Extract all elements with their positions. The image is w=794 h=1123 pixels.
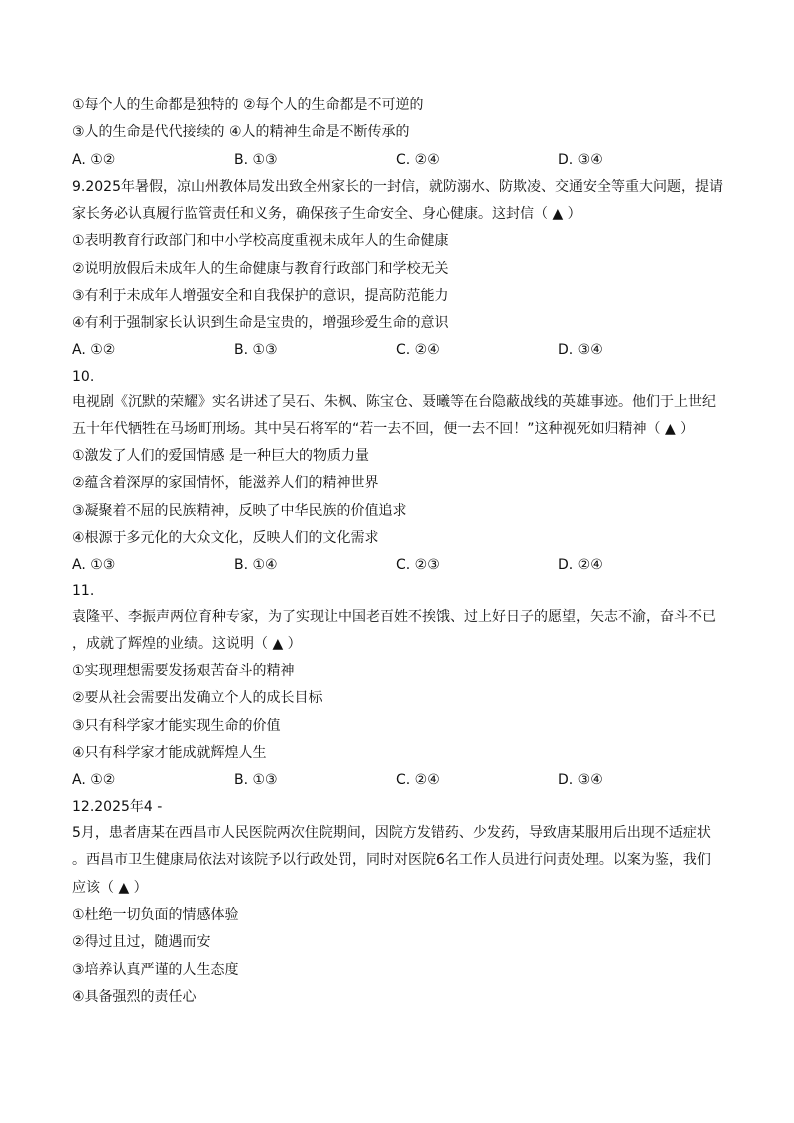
q8-statement-line-1: ①每个人的生命都是独特的 ②每个人的生命都是不可逆的 <box>72 97 424 113</box>
q11-option-d: D. ③④ <box>558 772 603 788</box>
q12-item-4: ④具备强烈的责任心 <box>72 989 197 1005</box>
q10-option-c: C. ②③ <box>396 557 440 573</box>
q11-stem-line-2: ，成就了辉煌的业绩。这说明（ ▲ ） <box>72 636 302 652</box>
q12-item-2: ②得过且过，随遇而安 <box>72 934 211 950</box>
q11-item-1: ①实现理想需要发扬艰苦奋斗的精神 <box>72 663 295 679</box>
q10-option-b: B. ①④ <box>234 557 278 573</box>
q9-stem-line-1: 9.2025年暑假，凉山州教体局发出致全州家长的一封信，就防溺水、防欺凌、交通安全等重大问题，提请 <box>72 179 723 195</box>
q8-statement-line-2: ③人的生命是代代接续的 ④人的精神生命是不断传承的 <box>72 124 410 140</box>
q12-item-1: ①杜绝一切负面的情感体验 <box>72 907 239 923</box>
q11-option-c: C. ②④ <box>396 772 440 788</box>
q9-option-d: D. ③④ <box>558 342 603 358</box>
q9-item-2: ②说明放假后未成年人的生命健康与教育行政部门和学校无关 <box>72 261 449 277</box>
q11-number: 11. <box>72 583 95 599</box>
q10-stem-line-1: 电视剧《沉默的荣耀》实名讲述了吴石、朱枫、陈宝仓、聂曦等在台隐蔽战线的英雄事迹。他们于上世纪 <box>72 394 716 410</box>
q11-item-3: ③只有科学家才能实现生命的价值 <box>72 718 281 734</box>
q12-stem-line-1: 5月，患者唐某在西昌市人民医院两次住院期间，因院方发错药、少发药，导致唐某服用后出现不适症状 <box>72 825 711 841</box>
q10-number: 10. <box>72 369 95 385</box>
q9-stem-line-2: 家长务必认真履行监管责任和义务，确保孩子生命安全、身心健康。这封信（ ▲ ） <box>72 206 582 222</box>
q8-option-d: D. ③④ <box>558 152 603 168</box>
q10-stem-line-2: 五十年代牺牲在马场町刑场。其中吴石将军的“若一去不回，便一去不回！”这种视死如归精神（ ▲ ） <box>72 421 695 437</box>
q11-option-a: A. ①② <box>72 772 116 788</box>
q9-item-1: ①表明教育行政部门和中小学校高度重视未成年人的生命健康 <box>72 233 449 249</box>
q11-option-b: B. ①③ <box>234 772 278 788</box>
q10-option-d: D. ②④ <box>558 557 603 573</box>
q10-option-a: A. ①③ <box>72 557 116 573</box>
q10-item-1: ①激发了人们的爱国情感 是一种巨大的物质力量 <box>72 448 369 464</box>
q10-item-4: ④根源于多元化的大众文化，反映人们的文化需求 <box>72 530 379 546</box>
q8-option-b: B. ①③ <box>234 152 278 168</box>
q12-item-3: ③培养认真严谨的人生态度 <box>72 962 239 978</box>
q12-stem-line-3: 应该（ ▲ ） <box>72 880 148 896</box>
q9-option-a: A. ①② <box>72 342 116 358</box>
q8-option-a: A. ①② <box>72 152 116 168</box>
q10-item-2: ②蕴含着深厚的家国情怀，能滋养人们的精神世界 <box>72 475 379 491</box>
q12-number: 12.2025年4 - <box>72 799 163 815</box>
q11-stem-line-1: 袁隆平、李振声两位育种专家，为了实现让中国老百姓不挨饿、过上好日子的愿望，矢志不渝，奋斗不已 <box>72 609 716 625</box>
q11-item-4: ④只有科学家才能成就辉煌人生 <box>72 745 267 761</box>
q8-option-c: C. ②④ <box>396 152 440 168</box>
q9-item-3: ③有利于未成年人增强安全和自我保护的意识，提高防范能力 <box>72 288 449 304</box>
q9-option-b: B. ①③ <box>234 342 278 358</box>
q12-stem-line-2: 。西昌市卫生健康局依法对该院予以行政处罚，同时对医院6名工作人员进行问责处理。以案为鉴，我们 <box>72 852 711 868</box>
q9-option-c: C. ②④ <box>396 342 440 358</box>
q9-item-4: ④有利于强制家长认识到生命是宝贵的，增强珍爱生命的意识 <box>72 315 449 331</box>
q10-item-3: ③凝聚着不屈的民族精神，反映了中华民族的价值追求 <box>72 503 407 519</box>
q11-item-2: ②要从社会需要出发确立个人的成长目标 <box>72 690 323 706</box>
